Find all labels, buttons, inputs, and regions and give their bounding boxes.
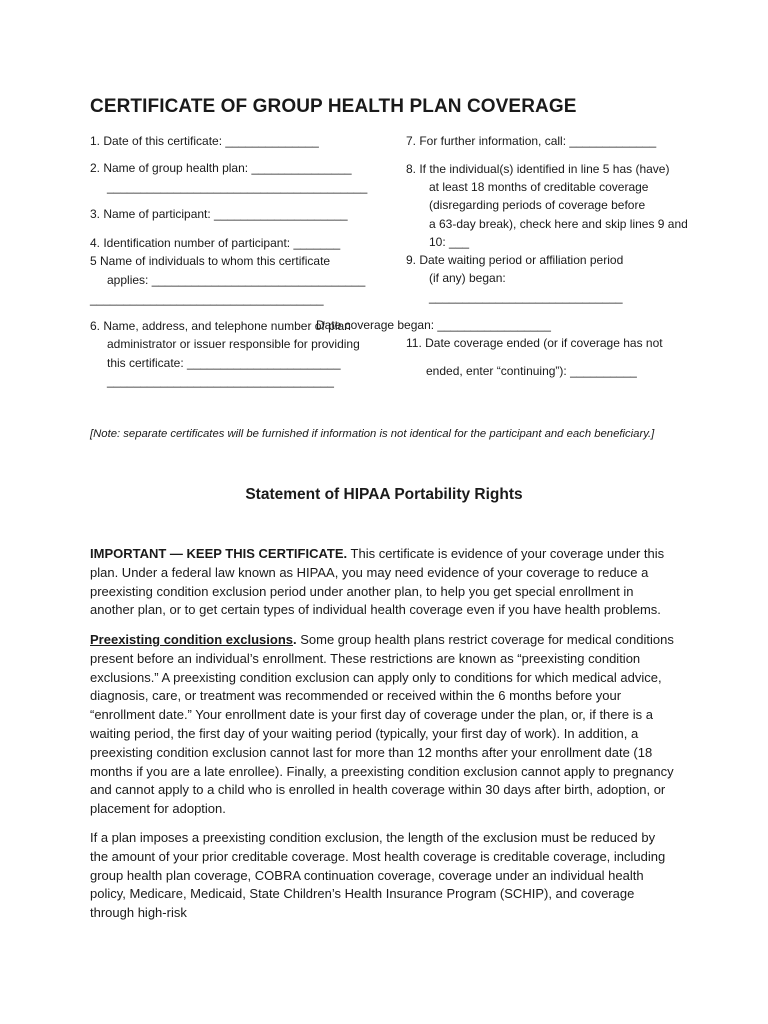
paragraph-creditable xyxy=(90,829,674,923)
item-5-applies: applies: ________________________________ xyxy=(107,273,366,287)
item-9-waiting-period: 9. Date waiting period or affiliation period xyxy=(406,253,624,267)
item-6-plan-administrator: 6. Name, address, and telephone number of plan xyxy=(90,319,351,333)
creditable-text: If a plan imposes a preexisting condition exclusion, the length of the exclusion must be reduced by the amount of your prior creditable coverage. Most health coverage is creditable coverage, including group health plan coverage, COBRA continuation coverage, coverage under an individual health policy, Medicare, Medicaid, State Children’s Health Insurance Program (SCHIP), and coverage through high-risk xyxy=(90,830,666,921)
item-5-individuals: 5 Name of individuals to whom this certificate xyxy=(90,254,331,268)
item-6-this-certificate: this certificate: _______________________ xyxy=(107,356,341,370)
item-9-if-any: (if any) began: xyxy=(429,271,506,285)
item-6-issuer: administrator or issuer responsible for providing xyxy=(107,337,360,351)
item-3-participant-name: 3. Name of participant: ____________________ xyxy=(90,207,348,221)
item-7-further-information: 7. For further information, call: _____________ xyxy=(406,134,657,148)
preexisting-lead-period: . xyxy=(293,632,297,647)
preexisting-lead: Preexisting condition exclusions xyxy=(90,632,293,647)
item-8-line-b: at least 18 months of creditable coverage xyxy=(429,180,649,194)
item-11-continuing: ended, enter “continuing”): __________ xyxy=(426,364,637,378)
item-10-date-coverage-began: Date coverage began: _________________ xyxy=(316,318,551,332)
item-4-identification-number: 4. Identification number of participant: _______ xyxy=(90,236,341,250)
important-lead-period: . xyxy=(343,546,348,561)
preexisting-text: Some group health plans restrict coverage for medical conditions present before an individual’s enrollment. These restrictions are known as “preexisting condition exclusions.” A preexisting condition exclusion can apply only to conditions for which medical advice, diagnosis, care, or treatment was recommended or received within the 6 months before your “enrollment date.” Your enrollment date is your first day of coverage under the plan, or, if there is a waiting period, the first day of your waiting period (typically, your first day of work). In addition, a preexisting condition exclusion cannot last for more than 12 months after your enrollment date (18 months if you are a late enrollee). Finally, a preexisting condition exclusion cannot apply to pregnancy and cannot apply to a child who is enrolled in health coverage within 30 days after birth, adoption, or placement for adoption. xyxy=(90,632,674,817)
item-8-creditable-coverage: 8. If the individual(s) identified in line 5 has (have) xyxy=(406,162,670,176)
important-lead: IMPORTANT — KEEP THIS CERTIFICATE xyxy=(90,546,344,561)
item-5-blank-line: ___________________________________ xyxy=(90,292,324,306)
paragraph-important xyxy=(90,545,674,620)
item-8-line-c: (disregarding periods of coverage before xyxy=(429,198,646,212)
item-8-line-e: 10: ___ xyxy=(429,235,470,249)
item-11-date-coverage-ended: 11. Date coverage ended (or if coverage has not xyxy=(406,336,663,350)
item-2-blank-line: _______________________________________ xyxy=(107,180,368,194)
section-title: Statement of HIPAA Portability Rights xyxy=(245,486,523,503)
item-1-date-of-certificate: 1. Date of this certificate: ______________ xyxy=(90,134,319,148)
item-6-blank-line: __________________________________ xyxy=(107,374,334,388)
certificate-title: CERTIFICATE OF GROUP HEALTH PLAN COVERAGE xyxy=(90,96,577,117)
item-2-group-health-plan: 2. Name of group health plan: _______________ xyxy=(90,161,352,175)
item-9-blank-line: _____________________________ xyxy=(429,290,623,304)
separate-certificates-note: [Note: separate certificates will be furnished if information is not identical for the participant and each beneficiary.] xyxy=(90,428,655,440)
item-8-line-d: a 63-day break), check here and skip lines 9 and xyxy=(429,217,688,231)
paragraph-preexisting xyxy=(90,631,674,819)
important-text: This certificate is evidence of your coverage under this plan. Under a federal law known as HIPAA, you may need evidence of your coverage to reduce a preexisting condition exclusion period under another plan, to help you get special enrollment in another plan, or to get certain types of individual health coverage even if you have health problems. xyxy=(90,546,665,618)
